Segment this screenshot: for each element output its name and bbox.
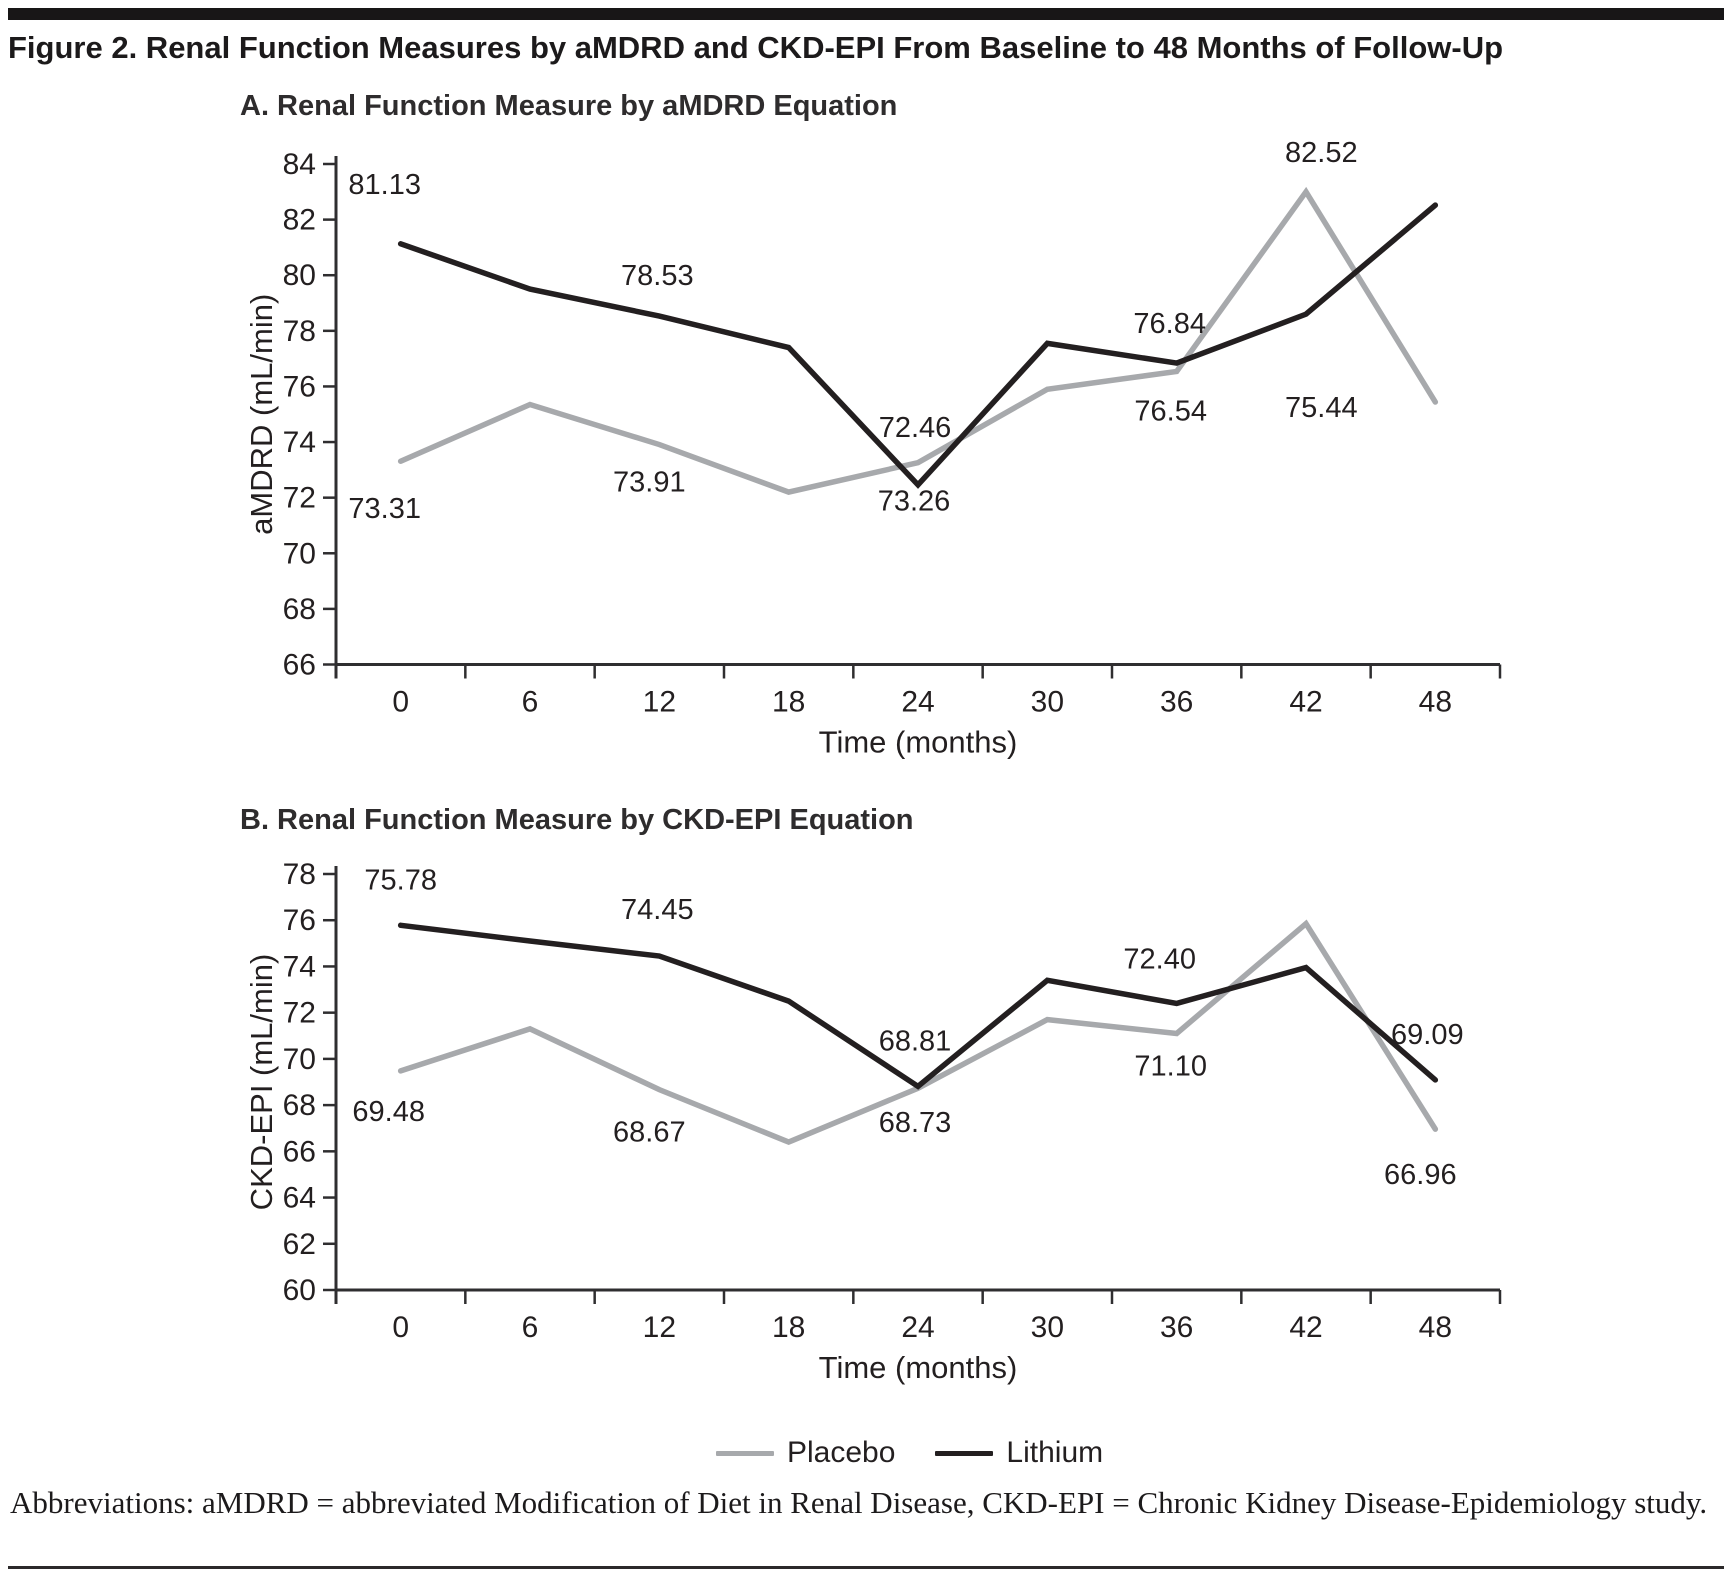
x-tick-label: 18 bbox=[771, 685, 806, 719]
y-tick-label: 84 bbox=[282, 148, 316, 181]
legend-placebo-label: Placebo bbox=[787, 1436, 896, 1469]
y-tick-label: 74 bbox=[282, 426, 316, 460]
abbreviations-note: Abbreviations: aMDRD = abbreviated Modification of Diet in Renal Disease, CKD-EPI = Chronic Kidney Disease-Epidemiology study. bbox=[10, 1485, 1708, 1520]
data-label: 69.09 bbox=[1391, 1018, 1464, 1051]
data-label: 73.91 bbox=[613, 466, 686, 499]
data-label: 73.26 bbox=[877, 485, 951, 518]
y-tick-label: 72 bbox=[282, 996, 316, 1030]
x-tick-label: 6 bbox=[521, 1311, 539, 1344]
series-line-lithium bbox=[401, 205, 1436, 485]
x-tick-label: 36 bbox=[1159, 685, 1194, 719]
data-label: 68.73 bbox=[878, 1107, 952, 1140]
y-tick-label: 64 bbox=[282, 1181, 316, 1215]
x-tick-label: 48 bbox=[1418, 1311, 1453, 1344]
x-tick-label: 12 bbox=[642, 685, 677, 719]
legend-lithium-label: Lithium bbox=[1006, 1436, 1104, 1469]
y-tick-label: 68 bbox=[282, 1089, 316, 1123]
x-axis-title: Time (months) bbox=[818, 1350, 1018, 1385]
figure-title: Figure 2. Renal Function Measures by aMDRD and CKD-EPI From Baseline to 48 Months of Follow-Up bbox=[8, 30, 1504, 65]
x-tick-label: 42 bbox=[1289, 685, 1323, 719]
series-line-placebo bbox=[401, 192, 1436, 492]
y-tick-label: 66 bbox=[282, 1135, 316, 1169]
data-label: 76.54 bbox=[1134, 395, 1207, 428]
x-tick-label: 42 bbox=[1289, 1311, 1323, 1344]
x-tick-label: 30 bbox=[1030, 1311, 1065, 1344]
data-label: 68.67 bbox=[613, 1116, 686, 1149]
y-tick-label: 80 bbox=[282, 259, 316, 293]
x-tick-label: 24 bbox=[901, 1311, 935, 1344]
data-label: 82.52 bbox=[1285, 137, 1358, 170]
x-tick-label: 36 bbox=[1159, 1311, 1194, 1344]
y-axis-title: aMDRD (mL/min) bbox=[244, 293, 279, 535]
y-tick-label: 78 bbox=[282, 314, 316, 348]
y-tick-label: 76 bbox=[282, 904, 316, 938]
panel-b-title: B. Renal Function Measure by CKD-EPI Equation bbox=[240, 804, 914, 836]
series-line-placebo bbox=[401, 924, 1436, 1142]
x-tick-label: 24 bbox=[901, 685, 935, 719]
data-label: 66.96 bbox=[1384, 1159, 1457, 1192]
legend-item-lithium bbox=[935, 1436, 1103, 1470]
x-tick-label: 0 bbox=[392, 1311, 410, 1344]
data-label: 68.81 bbox=[878, 1025, 952, 1058]
data-label: 72.46 bbox=[878, 411, 952, 444]
x-tick-label: 0 bbox=[392, 685, 410, 719]
y-tick-label: 70 bbox=[282, 537, 316, 571]
x-tick-label: 6 bbox=[521, 685, 539, 719]
y-tick-label: 68 bbox=[282, 592, 316, 626]
data-label: 78.53 bbox=[621, 260, 694, 293]
data-label: 72.40 bbox=[1123, 943, 1196, 976]
placebo-line-swatch bbox=[716, 1451, 774, 1456]
x-tick-label: 12 bbox=[642, 1311, 677, 1344]
y-tick-label: 82 bbox=[282, 203, 316, 237]
data-label: 75.78 bbox=[364, 864, 437, 897]
data-label: 74.45 bbox=[621, 894, 694, 927]
y-axis-title: CKD-EPI (mL/min) bbox=[244, 953, 279, 1211]
y-tick-label: 78 bbox=[282, 858, 316, 891]
series-line-lithium bbox=[401, 925, 1436, 1086]
x-tick-label: 48 bbox=[1418, 685, 1453, 719]
bottom-rule bbox=[8, 1566, 1724, 1569]
x-tick-label: 30 bbox=[1030, 685, 1065, 719]
legend bbox=[716, 1436, 1103, 1470]
y-tick-label: 62 bbox=[282, 1227, 316, 1261]
x-tick-label: 18 bbox=[771, 1311, 806, 1344]
panel-a-title: A. Renal Function Measure by aMDRD Equation bbox=[240, 90, 898, 122]
legend-item-placebo bbox=[716, 1436, 895, 1470]
y-tick-label: 60 bbox=[282, 1274, 316, 1307]
lithium-line-swatch bbox=[935, 1451, 993, 1456]
x-axis-title: Time (months) bbox=[818, 724, 1018, 760]
data-label: 73.31 bbox=[348, 493, 421, 526]
y-tick-label: 70 bbox=[282, 1042, 316, 1076]
data-label: 69.48 bbox=[352, 1095, 425, 1128]
data-label: 71.10 bbox=[1134, 1050, 1207, 1083]
y-tick-label: 66 bbox=[282, 648, 316, 682]
y-tick-label: 76 bbox=[282, 370, 316, 404]
data-label: 81.13 bbox=[348, 168, 421, 201]
y-tick-label: 74 bbox=[282, 950, 316, 984]
data-label: 75.44 bbox=[1285, 392, 1358, 425]
top-rule bbox=[8, 8, 1724, 20]
data-label: 76.84 bbox=[1133, 308, 1206, 341]
y-tick-label: 72 bbox=[282, 481, 316, 515]
chart-b-plot bbox=[0, 780, 1732, 1460]
